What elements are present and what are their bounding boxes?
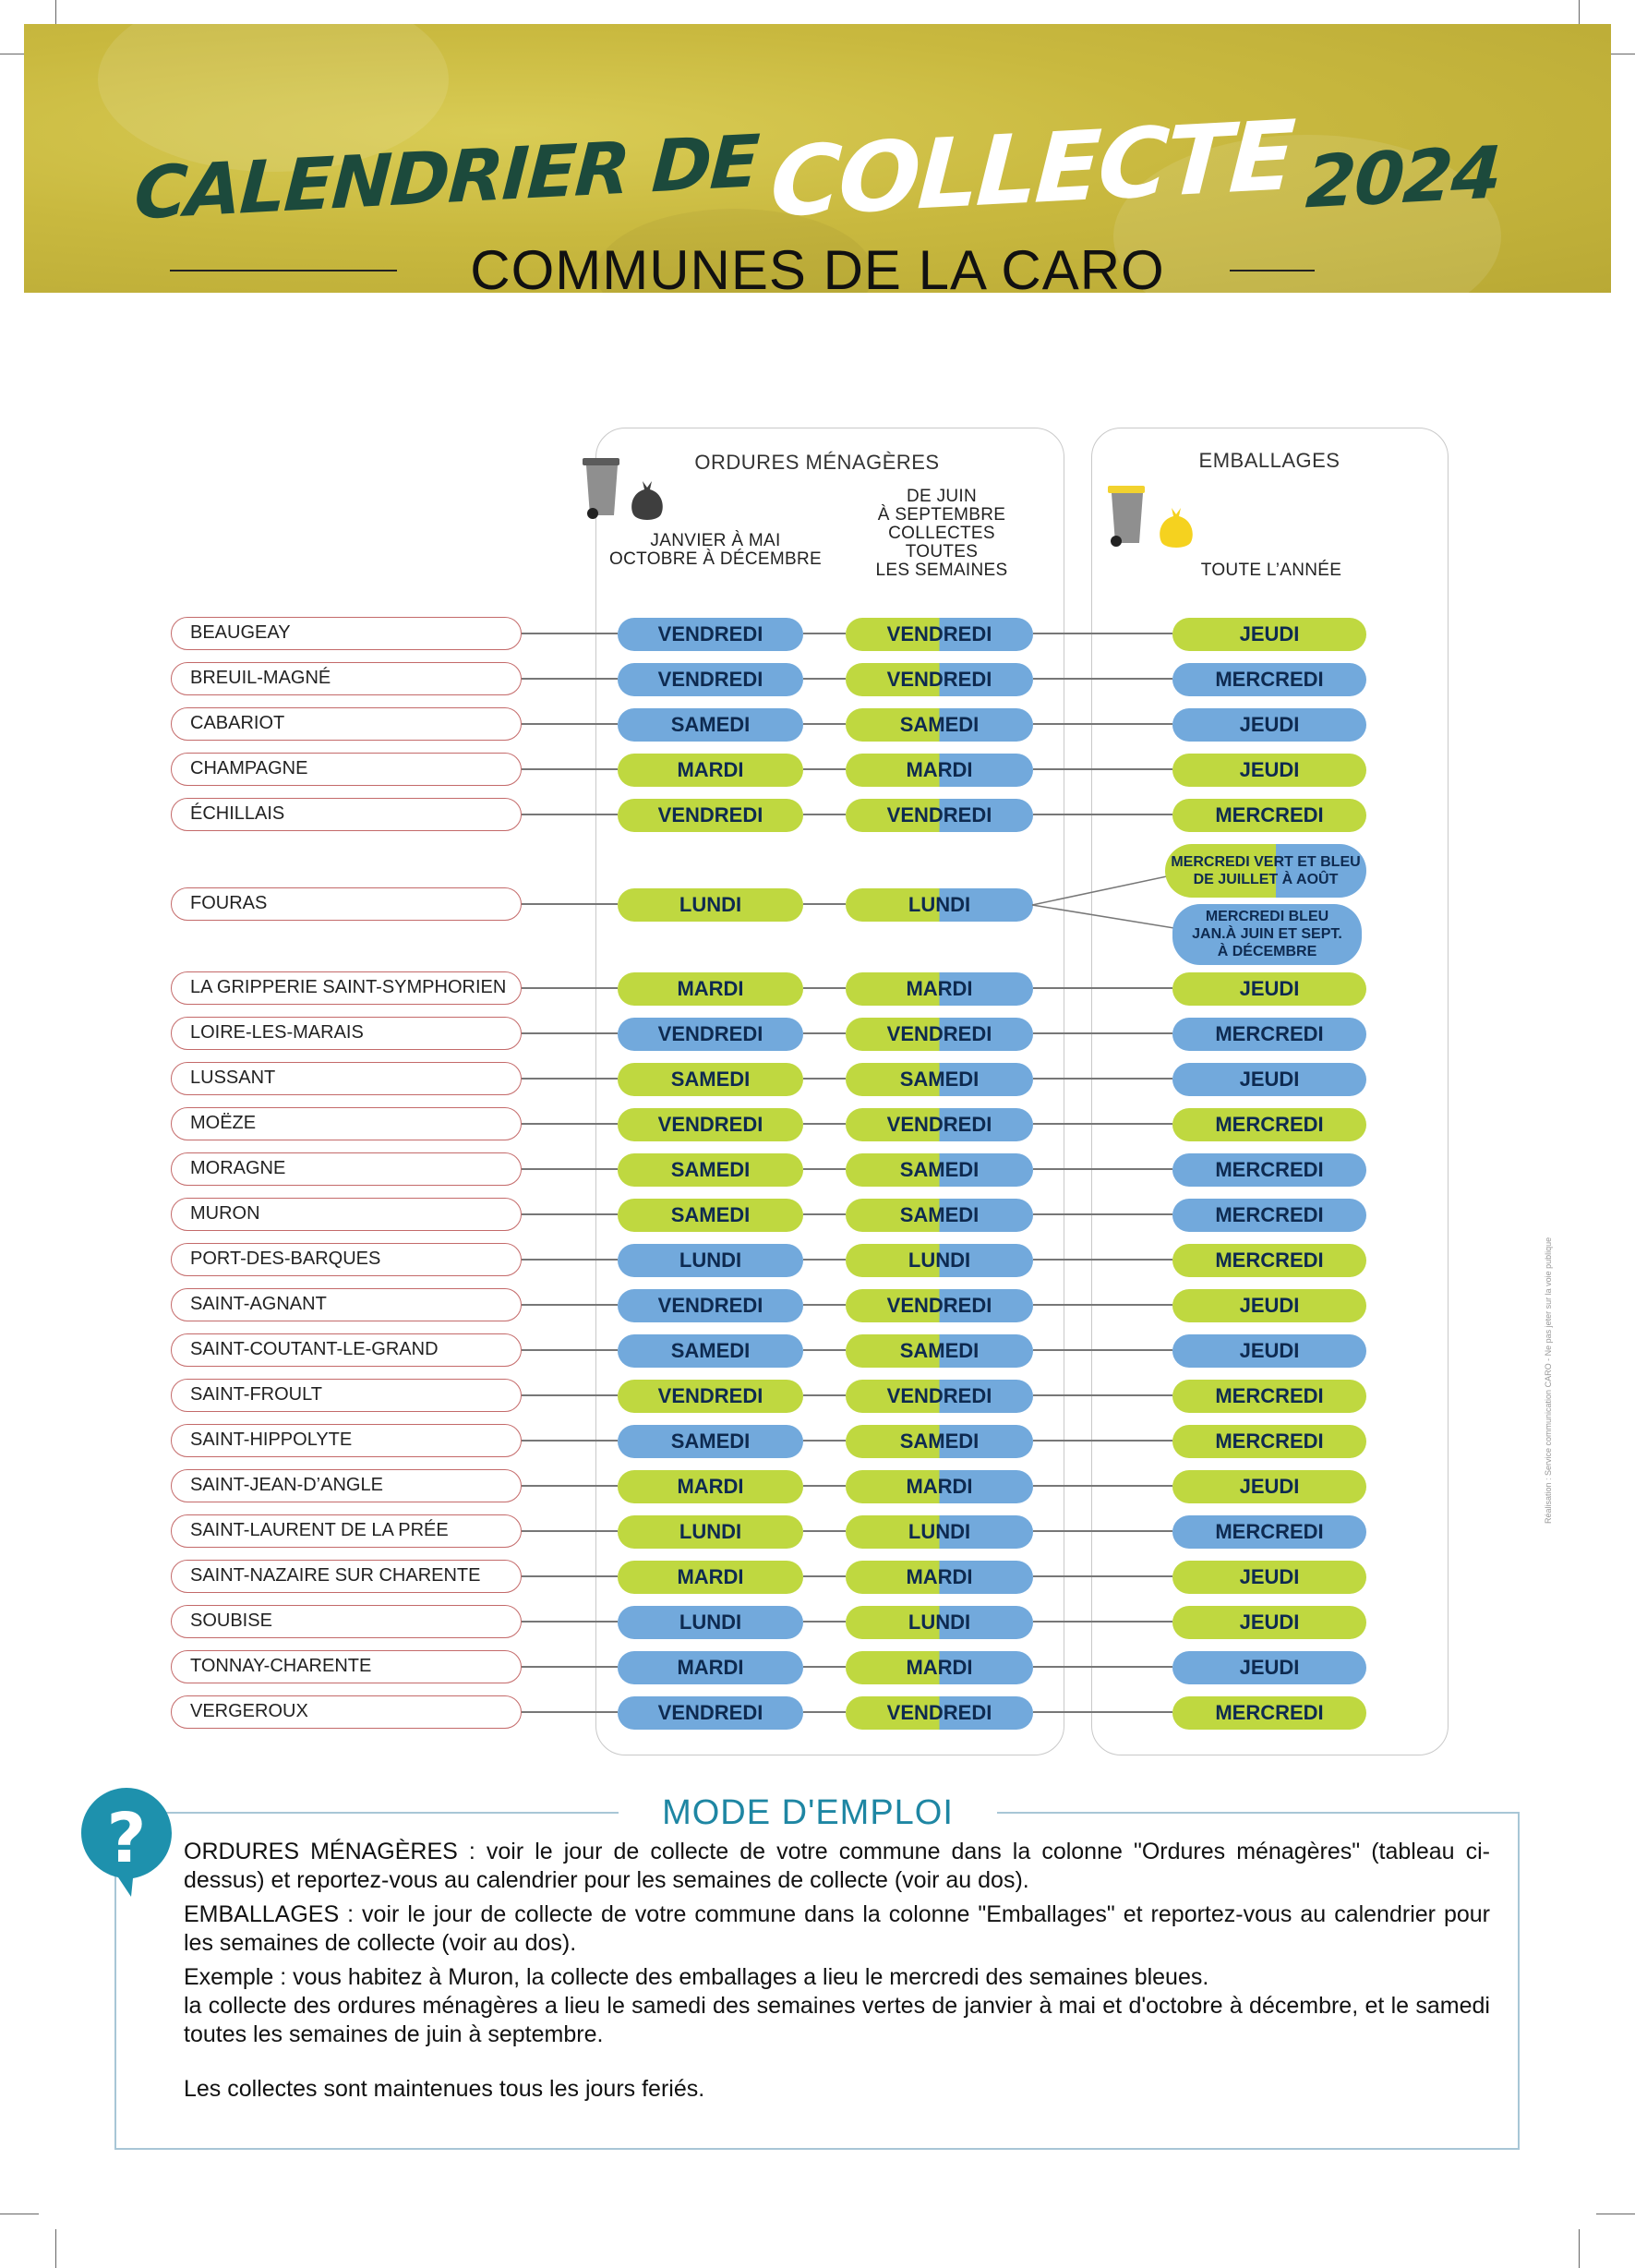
mode-emploi-exemple-line2: la collecte des ordures ménagères a lieu le samedi des semaines vertes de janvier à mai et d'octobre à décembre, et le samedi toutes les semaines de juin à septembre. bbox=[184, 1993, 1490, 2047]
emballages-day: JEUDI bbox=[1172, 1334, 1366, 1368]
commune-name: TONNAY-CHARENTE bbox=[171, 1650, 522, 1683]
ordures-day-summer: VENDREDI bbox=[846, 663, 1033, 696]
ordures-day-summer: VENDREDI bbox=[846, 1380, 1033, 1413]
row-connector bbox=[1033, 1485, 1172, 1487]
side-credit: Réalisation : Service communication CARO - Ne pas jeter sur la voie publique bbox=[1544, 1237, 1553, 1524]
commune-name: SAINT-JEAN-D’ANGLE bbox=[171, 1469, 522, 1502]
row-connector bbox=[1033, 987, 1172, 989]
ordures-day-winter: LUNDI bbox=[618, 1244, 803, 1277]
ordures-day-winter: VENDREDI bbox=[618, 663, 803, 696]
commune-name: SAINT-HIPPOLYTE bbox=[171, 1424, 522, 1457]
row-connector bbox=[522, 1440, 618, 1442]
emballages-day: MERCREDI bbox=[1172, 1199, 1366, 1232]
ordures-col2-header bbox=[831, 488, 1052, 580]
row-connector bbox=[803, 814, 846, 815]
ordures-day-summer: SAMEDI bbox=[846, 1199, 1033, 1232]
table-row bbox=[0, 798, 1635, 831]
table-row bbox=[0, 662, 1635, 695]
crop-mark bbox=[1579, 2229, 1580, 2268]
ordures-day-summer: MARDI bbox=[846, 972, 1033, 1006]
row-connector bbox=[1033, 768, 1172, 770]
ordures-title: ORDURES MÉNAGÈRES bbox=[694, 451, 940, 474]
emballages-day: JEUDI bbox=[1172, 1470, 1366, 1503]
commune-name: FOURAS bbox=[171, 887, 522, 921]
row-connector bbox=[522, 1123, 618, 1125]
row-connector bbox=[803, 1078, 846, 1080]
row-connector bbox=[522, 1621, 618, 1623]
row-connector bbox=[522, 1530, 618, 1532]
ordures-day-winter: MARDI bbox=[618, 754, 803, 787]
emballages-title: EMBALLAGES bbox=[1198, 449, 1340, 472]
row-connector bbox=[803, 1168, 846, 1170]
row-connector bbox=[522, 1485, 618, 1487]
ordures-day-winter: VENDREDI bbox=[618, 1108, 803, 1141]
fouras-blue-line3: À DÉCEMBRE bbox=[1217, 944, 1317, 959]
row-connector bbox=[1033, 1530, 1172, 1532]
row-connector bbox=[803, 1621, 846, 1623]
ordures-day-winter: MARDI bbox=[618, 1470, 803, 1503]
commune-name: LUSSANT bbox=[171, 1062, 522, 1095]
row-connector bbox=[1033, 1123, 1172, 1125]
row-connector bbox=[1033, 1440, 1172, 1442]
row-connector bbox=[1033, 1711, 1172, 1713]
emballages-day: JEUDI bbox=[1172, 1651, 1366, 1684]
ordures-day-summer: MARDI bbox=[846, 1470, 1033, 1503]
ordures-day-summer: LUNDI bbox=[846, 1515, 1033, 1549]
row-connector bbox=[1033, 1349, 1172, 1351]
row-connector bbox=[803, 1123, 846, 1125]
row-connector bbox=[803, 633, 846, 634]
row-connector bbox=[1033, 814, 1172, 815]
emballages-day: MERCREDI bbox=[1172, 663, 1366, 696]
row-connector bbox=[522, 1213, 618, 1215]
row-connector bbox=[1033, 1394, 1172, 1396]
row-connector bbox=[522, 1711, 618, 1713]
commune-name: SAINT-COUTANT-LE-GRAND bbox=[171, 1333, 522, 1367]
row-connector bbox=[1033, 1621, 1172, 1623]
grey-wheelie-bin-icon bbox=[580, 454, 626, 521]
crop-mark bbox=[55, 2229, 56, 2268]
table-row bbox=[0, 971, 1635, 1005]
ordures-col1-header bbox=[605, 532, 826, 569]
table-row bbox=[0, 707, 1635, 741]
ordures-day-summer: SAMEDI bbox=[846, 708, 1033, 742]
row-connector bbox=[1033, 1078, 1172, 1080]
commune-name: CABARIOT bbox=[171, 707, 522, 741]
row-connector bbox=[803, 1259, 846, 1261]
fouras-split-connector bbox=[1032, 859, 1182, 933]
ordures-day-winter: LUNDI bbox=[618, 1606, 803, 1639]
row-connector bbox=[803, 1530, 846, 1532]
ordures-day-winter: SAMEDI bbox=[618, 1153, 803, 1187]
ordures-col1-line1: JANVIER À MAI bbox=[650, 531, 781, 550]
ordures-day-winter: SAMEDI bbox=[618, 1063, 803, 1096]
mode-emploi-feries: Les collectes sont maintenues tous les jours feriés. bbox=[184, 2076, 705, 2102]
ordures-day-summer: MARDI bbox=[846, 1561, 1033, 1594]
row-connector bbox=[522, 814, 618, 815]
ordures-day-winter: VENDREDI bbox=[618, 618, 803, 651]
commune-name: SAINT-FROULT bbox=[171, 1379, 522, 1412]
table-row bbox=[0, 1107, 1635, 1140]
ordures-day-winter: SAMEDI bbox=[618, 1334, 803, 1368]
row-connector bbox=[1033, 678, 1172, 680]
emballages-day: JEUDI bbox=[1172, 972, 1366, 1006]
table-row bbox=[0, 1605, 1635, 1638]
fouras-emballages-summer-pill bbox=[1165, 844, 1366, 898]
commune-name: MURON bbox=[171, 1198, 522, 1231]
commune-name: SOUBISE bbox=[171, 1605, 522, 1638]
row-connector bbox=[1033, 1213, 1172, 1215]
row-connector bbox=[1033, 723, 1172, 725]
row-connector bbox=[1033, 1259, 1172, 1261]
row-connector bbox=[803, 1666, 846, 1668]
mode-emploi-title: MODE D'EMPLOI bbox=[619, 1791, 997, 1835]
ordures-day-winter: VENDREDI bbox=[618, 1018, 803, 1051]
commune-name: LOIRE-LES-MARAIS bbox=[171, 1017, 522, 1050]
help-question-icon bbox=[76, 1784, 177, 1899]
row-connector bbox=[522, 1078, 618, 1080]
table-row bbox=[0, 1650, 1635, 1683]
ordures-col1-line2: OCTOBRE À DÉCEMBRE bbox=[609, 549, 822, 569]
row-connector bbox=[522, 768, 618, 770]
row-connector bbox=[803, 1485, 846, 1487]
table-row bbox=[0, 1424, 1635, 1457]
ordures-day-summer: SAMEDI bbox=[846, 1334, 1033, 1368]
mode-emploi-exemple-line1: Exemple : vous habitez à Muron, la collecte des emballages a lieu le mercredi des semaines bleues. bbox=[184, 1964, 1209, 1990]
header-banner bbox=[24, 24, 1611, 293]
row-connector bbox=[1033, 1168, 1172, 1170]
commune-name: ÉCHILLAIS bbox=[171, 798, 522, 831]
row-connector bbox=[1033, 1666, 1172, 1668]
row-connector bbox=[1033, 1304, 1172, 1306]
row-connector bbox=[803, 678, 846, 680]
commune-name: MORAGNE bbox=[171, 1152, 522, 1186]
ordures-col2-line2: À SEPTEMBRE bbox=[877, 505, 1006, 525]
emballages-day: JEUDI bbox=[1172, 1063, 1366, 1096]
commune-name: BEAUGEAY bbox=[171, 617, 522, 650]
row-connector bbox=[803, 1032, 846, 1034]
emballages-day: MERCREDI bbox=[1172, 1380, 1366, 1413]
ordures-day-winter: MARDI bbox=[618, 1561, 803, 1594]
row-connector bbox=[522, 987, 618, 989]
row-connector bbox=[803, 723, 846, 725]
ordures-day-summer: LUNDI bbox=[846, 1244, 1033, 1277]
ordures-day-summer: SAMEDI bbox=[846, 1063, 1033, 1096]
mode-emploi-text bbox=[184, 1838, 1490, 2109]
ordures-day-summer: SAMEDI bbox=[846, 1153, 1033, 1187]
fouras-blue-line2: JAN.À JUIN ET SEPT. bbox=[1192, 926, 1342, 942]
row-connector bbox=[522, 678, 618, 680]
title-year: 2024 bbox=[1304, 131, 1502, 225]
row-connector bbox=[522, 1304, 618, 1306]
table-row bbox=[0, 1379, 1635, 1412]
fouras-blue-line1: MERCREDI BLEU bbox=[1205, 909, 1329, 924]
ordures-day-summer: MARDI bbox=[846, 1651, 1033, 1684]
commune-name: MOËZE bbox=[171, 1107, 522, 1140]
commune-name: SAINT-LAURENT DE LA PRÉE bbox=[171, 1514, 522, 1548]
table-row bbox=[0, 1243, 1635, 1276]
commune-name: PORT-DES-BARQUES bbox=[171, 1243, 522, 1276]
black-trash-bag-icon bbox=[628, 479, 667, 522]
row-connector bbox=[803, 1394, 846, 1396]
page-title bbox=[24, 99, 1611, 239]
row-connector bbox=[1033, 633, 1172, 634]
commune-name: CHAMPAGNE bbox=[171, 753, 522, 786]
ordures-day-summer: VENDREDI bbox=[846, 618, 1033, 651]
commune-name: VERGEROUX bbox=[171, 1695, 522, 1729]
ordures-day-winter: LUNDI bbox=[618, 888, 803, 922]
ordures-day-winter: SAMEDI bbox=[618, 1425, 803, 1458]
fouras-summer-line2: DE JUILLET À AOÛT bbox=[1193, 872, 1339, 887]
ordures-day-summer: VENDREDI bbox=[846, 1018, 1033, 1051]
emballages-day: MERCREDI bbox=[1172, 1515, 1366, 1549]
commune-name: SAINT-AGNANT bbox=[171, 1288, 522, 1321]
row-connector bbox=[803, 1575, 846, 1577]
row-connector bbox=[803, 768, 846, 770]
table-row bbox=[0, 617, 1635, 650]
row-connector bbox=[522, 633, 618, 634]
ordures-day-winter: VENDREDI bbox=[618, 1289, 803, 1322]
table-row bbox=[0, 1017, 1635, 1050]
table-row bbox=[0, 1288, 1635, 1321]
ordures-day-winter: SAMEDI bbox=[618, 708, 803, 742]
row-connector bbox=[803, 1711, 846, 1713]
ordures-day-summer: VENDREDI bbox=[846, 799, 1033, 832]
emballages-day: MERCREDI bbox=[1172, 799, 1366, 832]
emballages-day: JEUDI bbox=[1172, 1606, 1366, 1639]
ordures-col2-line4: TOUTES bbox=[905, 542, 979, 561]
emballages-day: JEUDI bbox=[1172, 708, 1366, 742]
row-connector bbox=[1033, 1575, 1172, 1577]
row-connector bbox=[522, 1032, 618, 1034]
ordures-col2-line5: LES SEMAINES bbox=[875, 561, 1008, 580]
emballages-day: MERCREDI bbox=[1172, 1108, 1366, 1141]
ordures-day-summer: VENDREDI bbox=[846, 1289, 1033, 1322]
row-connector bbox=[803, 1440, 846, 1442]
mode-emploi-emballages: EMBALLAGES : voir le jour de collecte de votre commune dans la colonne "Emballages" et reportez-vous au calendrier pour les semaines de collecte (voir au dos). bbox=[184, 1901, 1490, 1956]
title-part2: COLLECTE bbox=[767, 99, 1295, 239]
svg-text:?: ? bbox=[106, 1799, 147, 1878]
emballages-day: MERCREDI bbox=[1172, 1244, 1366, 1277]
emballages-day: JEUDI bbox=[1172, 1561, 1366, 1594]
ordures-day-winter: VENDREDI bbox=[618, 1380, 803, 1413]
row-connector bbox=[1033, 1032, 1172, 1034]
yellow-recycling-bag-icon bbox=[1156, 506, 1196, 550]
emballages-day: MERCREDI bbox=[1172, 1153, 1366, 1187]
table-row bbox=[0, 1695, 1635, 1729]
table-row bbox=[0, 1469, 1635, 1502]
row-connector bbox=[522, 1168, 618, 1170]
ordures-day-winter: SAMEDI bbox=[618, 1199, 803, 1232]
emballages-day: JEUDI bbox=[1172, 618, 1366, 651]
title-part1: CALENDRIER DE bbox=[132, 120, 761, 236]
table-row bbox=[0, 1198, 1635, 1231]
emballages-day: JEUDI bbox=[1172, 1289, 1366, 1322]
table-row bbox=[0, 1333, 1635, 1367]
table-row bbox=[0, 887, 1635, 921]
row-connector bbox=[803, 987, 846, 989]
ordures-day-winter: VENDREDI bbox=[618, 799, 803, 832]
commune-name: SAINT-NAZAIRE SUR CHARENTE bbox=[171, 1560, 522, 1593]
mode-emploi-exemple bbox=[184, 1963, 1490, 2049]
row-connector bbox=[522, 1349, 618, 1351]
emballages-day: MERCREDI bbox=[1172, 1425, 1366, 1458]
emballages-day: MERCREDI bbox=[1172, 1018, 1366, 1051]
table-row bbox=[0, 1560, 1635, 1593]
table-row bbox=[0, 1514, 1635, 1548]
emballages-col-header: TOUTE L’ANNÉE bbox=[1200, 561, 1342, 580]
row-connector bbox=[803, 903, 846, 905]
row-connector bbox=[803, 1304, 846, 1306]
table-row bbox=[0, 753, 1635, 786]
ordures-day-winter: MARDI bbox=[618, 972, 803, 1006]
ordures-day-summer: MARDI bbox=[846, 754, 1033, 787]
page-subtitle: COMMUNES DE LA CARO bbox=[470, 239, 1165, 293]
commune-name: BREUIL-MAGNÉ bbox=[171, 662, 522, 695]
mode-emploi-ordures: ORDURES MÉNAGÈRES : voir le jour de collecte de votre commune dans la colonne "Ordures ménagères" (tableau ci-dessus) et reportez-vous au calendrier pour les semaines de collecte (voir au dos). bbox=[184, 1839, 1490, 1893]
fouras-summer-line1: MERCREDI VERT ET BLEU bbox=[1171, 854, 1361, 870]
ordures-day-summer: LUNDI bbox=[846, 888, 1033, 922]
ordures-day-winter: VENDREDI bbox=[618, 1696, 803, 1730]
row-connector bbox=[522, 723, 618, 725]
ordures-day-winter: MARDI bbox=[618, 1651, 803, 1684]
row-connector bbox=[522, 1394, 618, 1396]
commune-name: LA GRIPPERIE SAINT-SYMPHORIEN bbox=[171, 971, 522, 1005]
emballages-day: MERCREDI bbox=[1172, 1696, 1366, 1730]
emballages-day: JEUDI bbox=[1172, 754, 1366, 787]
row-connector bbox=[522, 903, 618, 905]
ordures-col2-line1: DE JUIN bbox=[907, 487, 977, 506]
table-row bbox=[0, 1152, 1635, 1186]
table-row bbox=[0, 1062, 1635, 1095]
ordures-day-summer: VENDREDI bbox=[846, 1108, 1033, 1141]
row-connector bbox=[522, 1666, 618, 1668]
ordures-day-summer: VENDREDI bbox=[846, 1696, 1033, 1730]
ordures-day-winter: LUNDI bbox=[618, 1515, 803, 1549]
ordures-day-summer: SAMEDI bbox=[846, 1425, 1033, 1458]
row-connector bbox=[803, 1349, 846, 1351]
row-connector bbox=[803, 1213, 846, 1215]
ordures-col2-line3: COLLECTES bbox=[888, 524, 995, 543]
fouras-emballages-blue-pill bbox=[1172, 904, 1362, 965]
row-connector bbox=[522, 1259, 618, 1261]
ordures-day-summer: LUNDI bbox=[846, 1606, 1033, 1639]
grey-wheelie-bin-yellow-lid-icon bbox=[1105, 482, 1149, 549]
row-connector bbox=[522, 1575, 618, 1577]
